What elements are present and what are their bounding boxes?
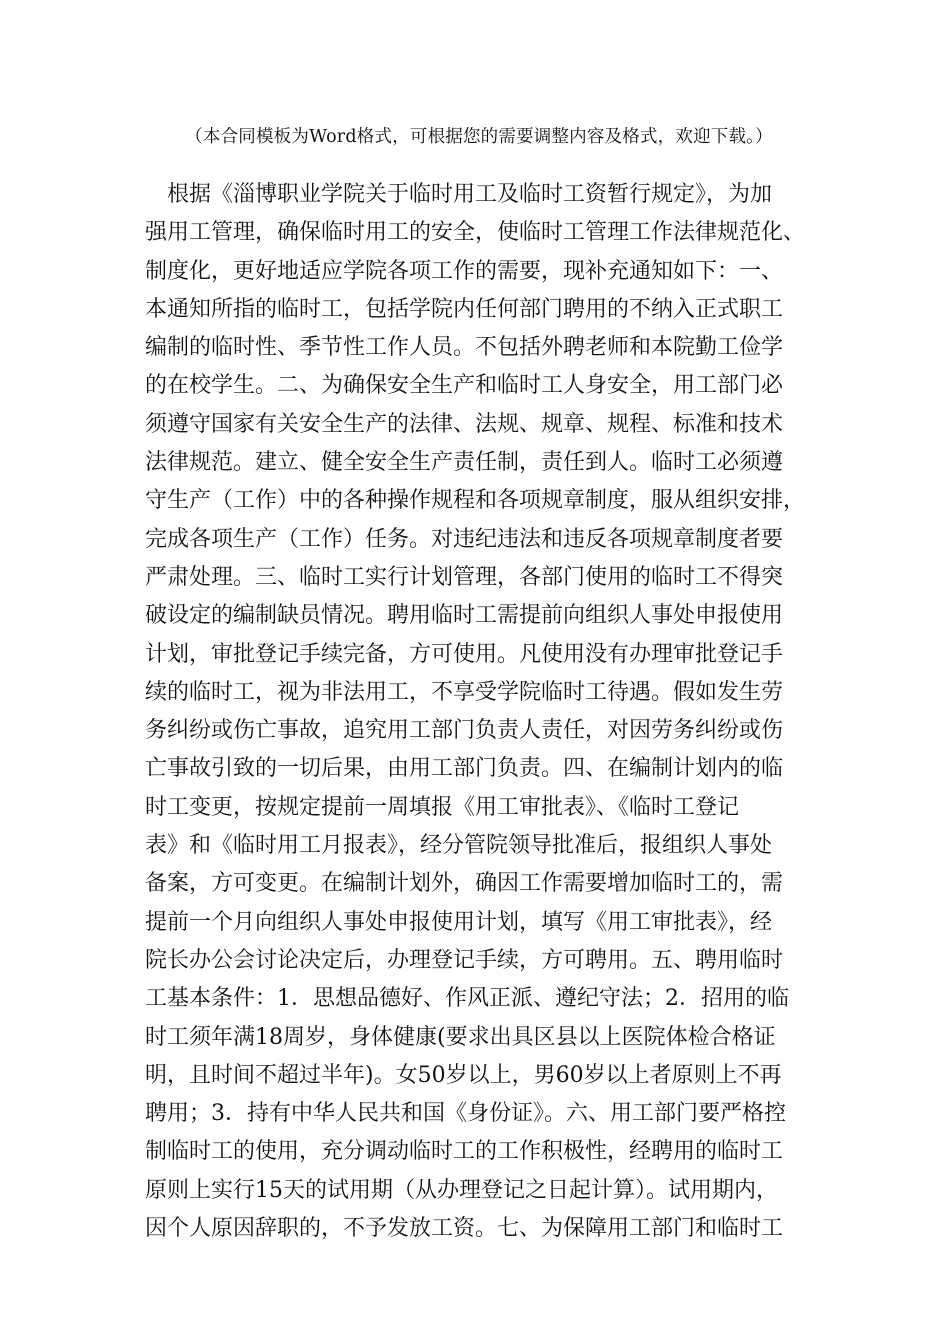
body-line: 亡事故引致的一切后果，由用工部门负责。四、在编制计划内的临 [145, 756, 784, 782]
body-line: 的在校学生。二、为确保安全生产和临时工人身安全，用工部门必 [145, 373, 784, 399]
body-line: 强用工管理，确保临时用工的安全，使临时工管理工作法律规范化、 [145, 220, 806, 246]
body-line: 续的临时工，视为非法用工，不享受学院临时工待遇。假如发生劳 [145, 679, 784, 705]
body-line: 计划，审批登记手续完备，方可使用。凡使用没有办理审批登记手 [145, 641, 784, 667]
body-line: 原则上实行15天的试用期（从办理登记之日起计算）。试用期内， [145, 1177, 778, 1203]
body-line: 完成各项生产（工作）任务。对违纪违法和违反各项规章制度者要 [145, 526, 784, 552]
body-line: 编制的临时性、季节性工作人员。不包括外聘老师和本院勤工俭学 [145, 335, 784, 361]
body-line: 因个人原因辞职的，不予发放工资。七、为保障用工部门和临时工 [145, 1216, 784, 1242]
body-line: 聘用；3．持有中华人民共和国《身份证》。六、用工部门要严格控 [145, 1101, 786, 1127]
body-line: 时工须年满18周岁，身体健康(要求出具区县以上医院体检合格证 [145, 1024, 776, 1050]
document-body [145, 176, 810, 1248]
body-line: 根据《淄博职业学院关于临时用工及临时工资暂行规定》，为加 [145, 182, 773, 207]
body-line: 院长办公会讨论决定后，办理登记手续，方可聘用。五、聘用临时 [145, 947, 784, 973]
body-line: 制度化，更好地适应学院各项工作的需要，现补充通知如下：一、 [145, 258, 784, 284]
body-line: 明，且时间不超过半年)。女50岁以上，男60岁以上者原则上不再 [145, 1062, 782, 1088]
body-line: 时工变更，按规定提前一周填报《用工审批表》、《临时工登记 [145, 794, 740, 820]
body-line: 务纠纷或伤亡事故，追究用工部门负责人责任，对因劳务纠纷或伤 [145, 718, 784, 744]
template-notice: （本合同模板为Word格式，可根据您的需要调整内容及格式，欢迎下载。） [185, 127, 773, 147]
body-line: 工基本条件：1．思想品德好、作风正派、遵纪守法；2．招用的临 [145, 986, 789, 1012]
body-line: 破设定的编制缺员情况。聘用临时工需提前向组织人事处申报使用 [145, 603, 784, 629]
body-line: 法律规范。建立、健全安全生产责任制，责任到人。临时工必须遵 [145, 450, 784, 476]
body-line: 备案，方可变更。在编制计划外，确因工作需要增加临时工的，需 [145, 871, 784, 897]
body-line: 严肃处理。三、临时工实行计划管理，各部门使用的临时工不得突 [145, 564, 784, 590]
body-line: 制临时工的使用，充分调动临时工的工作积极性，经聘用的临时工 [145, 1139, 784, 1165]
body-line: 提前一个月向组织人事处申报使用计划，填写《用工审批表》，经 [145, 909, 773, 935]
body-line: 本通知所指的临时工，包括学院内任何部门聘用的不纳入正式职工 [145, 296, 784, 322]
body-line: 须遵守国家有关安全生产的法律、法规、规章、规程、标准和技术 [145, 411, 784, 437]
body-line: 守生产（工作）中的各种操作规程和各项规章制度，服从组织安排， [145, 488, 806, 514]
body-line: 表》和《临时用工月报表》，经分管院领导批准后，报组织人事处 [145, 833, 773, 859]
